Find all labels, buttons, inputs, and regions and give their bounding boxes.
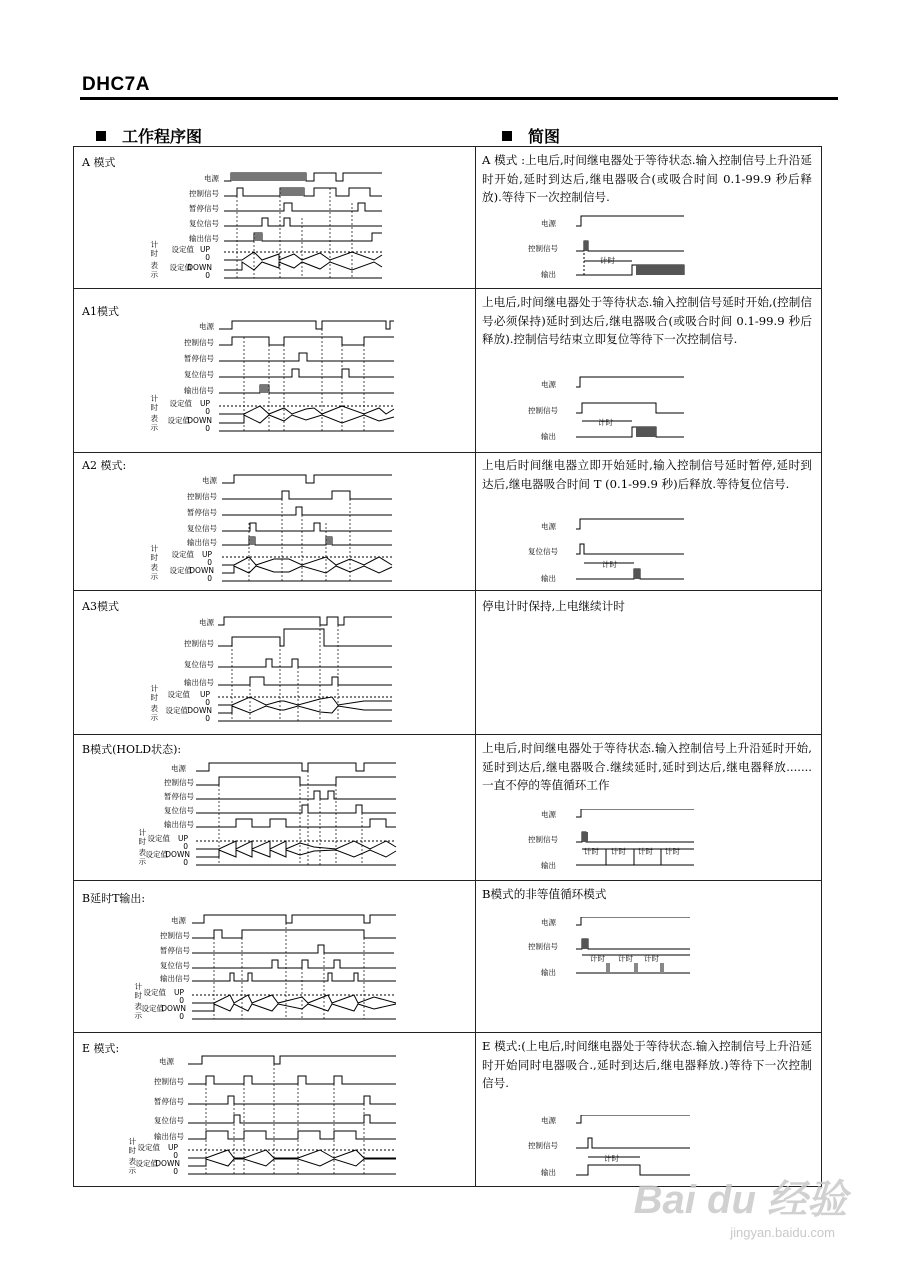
- label-up: UP: [177, 834, 188, 843]
- label-control: 控制信号: [187, 492, 217, 501]
- diagram-labels: [151, 321, 215, 433]
- mode-desc-a: A 模式 :上电后,时间继电器处于等待状态.输入控制信号上升沿延时开始,延时到达后,继电器吸合(或吸合时间 0.1-99.9 秒后释放).等待下一次控制信号.: [482, 153, 812, 204]
- label-setval-up: 设定值: [171, 245, 194, 254]
- mini-label-power: 电源: [541, 1116, 556, 1125]
- mini-label-output: 输出: [541, 432, 556, 441]
- label-power: 电源: [199, 618, 214, 627]
- title-rule: [80, 97, 838, 100]
- signal-traces: [222, 475, 392, 581]
- label-setval-down: 设定值: [135, 1159, 158, 1168]
- label-output: 输出信号: [187, 538, 217, 547]
- mini-traces: [576, 377, 684, 437]
- mode-label-a3: A3模式: [82, 600, 119, 613]
- label-timing-b: 时: [128, 1146, 136, 1155]
- label-reset: 复位信号: [160, 961, 190, 970]
- label-power: 电源: [171, 916, 186, 925]
- label-display-b: 示: [150, 572, 158, 581]
- label-timing-a: 计: [134, 982, 142, 991]
- mini-diagram-a: [524, 213, 694, 285]
- guide-lines: [214, 915, 364, 1019]
- label-setval-up: 设定值: [169, 399, 192, 408]
- mini-traces: [576, 1115, 690, 1175]
- timing-diagram-a2: [74, 469, 474, 587]
- label-reset: 复位信号: [189, 219, 219, 228]
- label-up: UP: [199, 690, 210, 699]
- mini-label-timer: 计时: [604, 1154, 619, 1163]
- label-zero: 0: [205, 407, 210, 416]
- label-display-a: 表: [138, 848, 146, 857]
- label-down: DOWN: [187, 416, 212, 425]
- mini-diagram-a1: [524, 375, 694, 445]
- mini-label-timer: 计时: [600, 256, 615, 265]
- label-reset: 复位信号: [164, 806, 194, 815]
- active-blocks: [231, 173, 306, 241]
- mini-label-timer-3: 计时: [638, 847, 653, 856]
- timing-diagram-b: [74, 755, 474, 877]
- label-setval-down: 设定值: [167, 416, 190, 425]
- label-setval-down: 设定值: [169, 263, 192, 272]
- label-timing-a: 计: [150, 684, 158, 693]
- signal-traces: [192, 915, 396, 1019]
- mini-labels: [528, 379, 613, 441]
- mini-traces: [576, 809, 694, 865]
- label-output: 输出信号: [164, 820, 194, 829]
- label-zero: 0: [183, 858, 188, 867]
- mode-label-e: E 模式:: [82, 1042, 120, 1055]
- mini-label-reset: 复位信号: [528, 547, 558, 556]
- label-reset: 复位信号: [154, 1116, 184, 1125]
- right-column-heading-text: 简图: [528, 127, 561, 146]
- label-zero: 0: [207, 558, 212, 567]
- label-reset: 复位信号: [184, 660, 214, 669]
- label-display-a: 表: [150, 261, 158, 270]
- label-down: DOWN: [189, 566, 214, 575]
- mini-label-output: 输出: [541, 968, 556, 977]
- row-divider: [74, 288, 821, 289]
- mini-control-pulse: [582, 939, 588, 949]
- diagram-labels: [135, 915, 191, 1021]
- label-zero: 0: [179, 1012, 184, 1021]
- mode-desc-a3: 停电计时保持,上电继续计时: [482, 599, 625, 613]
- column-divider: [475, 147, 476, 1186]
- diagram-labels: [129, 1056, 185, 1176]
- label-timing-a: 计: [150, 240, 158, 249]
- signal-traces: [188, 1056, 396, 1174]
- mini-label-output: 输出: [541, 574, 556, 583]
- square-bullet-icon: [96, 131, 106, 141]
- label-setval-up: 设定值: [171, 550, 194, 559]
- mini-labels: [528, 917, 659, 977]
- label-display-b: 示: [138, 857, 146, 866]
- mini-label-control: 控制信号: [528, 406, 558, 415]
- label-up: UP: [201, 550, 212, 559]
- label-power: 电源: [171, 764, 186, 773]
- label-zero: 0: [205, 271, 210, 280]
- label-up: UP: [167, 1143, 178, 1152]
- label-control: 控制信号: [160, 931, 190, 940]
- mini-control-pulse: [582, 832, 588, 842]
- label-output: 输出信号: [189, 234, 219, 243]
- label-control: 控制信号: [154, 1077, 184, 1086]
- mini-diagram-b: [524, 809, 724, 875]
- signal-traces: [218, 617, 392, 721]
- output-block: [260, 385, 269, 393]
- mini-label-output: 输出: [541, 861, 556, 870]
- label-reset: 复位信号: [187, 524, 217, 533]
- label-setval-down: 设定值: [141, 1004, 164, 1013]
- mini-control-pulse: [584, 241, 588, 251]
- label-display-a: 表: [128, 1157, 136, 1166]
- label-power: 电源: [204, 174, 219, 183]
- label-control: 控制信号: [189, 189, 219, 198]
- mini-label-timer-2: 计时: [618, 954, 633, 963]
- label-pause: 暂停信号: [189, 204, 219, 213]
- label-timing-a: 计: [138, 828, 146, 837]
- timing-diagram-a: [74, 159, 474, 287]
- label-up: UP: [199, 399, 210, 408]
- label-down: DOWN: [165, 850, 190, 859]
- row-divider: [74, 452, 821, 453]
- mini-labels: [528, 809, 680, 870]
- label-timing-b: 时: [150, 249, 158, 258]
- label-setval-up: 设定值: [137, 1143, 160, 1152]
- label-display-b: 示: [150, 713, 158, 722]
- row-divider: [74, 1032, 821, 1033]
- label-control: 控制信号: [164, 778, 194, 787]
- label-setval-down: 设定值: [169, 566, 192, 575]
- signal-traces: [196, 763, 396, 865]
- mini-output-block: [634, 569, 640, 579]
- label-output: 输出信号: [154, 1132, 184, 1141]
- timing-diagram-a3: [74, 609, 474, 727]
- mini-traces: [576, 519, 684, 579]
- mini-labels: [528, 1115, 619, 1177]
- label-setval-up: 设定值: [167, 690, 190, 699]
- mode-desc-e: E 模式:(上电后,时间继电器处于等待状态.输入控制信号上升沿延时开始同时电器吸合.,延时到达后,继电器释放.)等待下一次控制信号.: [482, 1039, 812, 1090]
- label-display-a: 表: [150, 704, 158, 713]
- mini-output-block: [636, 265, 684, 275]
- mini-labels: [528, 521, 617, 583]
- mini-traces: [576, 917, 690, 973]
- label-reset: 复位信号: [184, 370, 214, 379]
- mini-label-power: 电源: [541, 918, 556, 927]
- label-zero: 0: [207, 574, 212, 583]
- label-display-a: 表: [150, 414, 158, 423]
- mini-label-power: 电源: [541, 522, 556, 531]
- label-timing-a: 计: [150, 394, 158, 403]
- label-down: DOWN: [155, 1159, 180, 1168]
- label-setval-down: 设定值: [145, 850, 168, 859]
- label-display-a: 表: [150, 563, 158, 572]
- mini-diagram-a2: [524, 517, 694, 587]
- label-zero: 0: [205, 253, 210, 262]
- label-display-b: 示: [150, 423, 158, 432]
- guide-lines: [232, 617, 338, 721]
- mode-desc-b: 上电后,时间继电器处于等待状态.输入控制信号上升沿延时开始,延时到达后,继电器吸合.继续延时,延时到达后,继电器释放....... 一直不停的等值循环工作: [482, 741, 812, 792]
- label-zero: 0: [205, 698, 210, 707]
- label-timing-b: 时: [134, 991, 142, 1000]
- square-bullet-icon: [502, 131, 512, 141]
- timing-diagram-e: [74, 1052, 474, 1184]
- label-zero: 0: [179, 996, 184, 1005]
- mini-diagram-b-delay: [524, 917, 724, 983]
- mini-label-timer-4: 计时: [665, 847, 680, 856]
- label-control: 控制信号: [184, 338, 214, 347]
- label-down: DOWN: [161, 1004, 186, 1013]
- baidu-watermark-logo: Bai du 经验: [633, 1178, 847, 1222]
- label-zero: 0: [173, 1151, 178, 1160]
- mini-output-block: [636, 427, 656, 437]
- timing-diagram-b-delay: [74, 907, 474, 1029]
- mini-output-blocks: [606, 963, 664, 973]
- label-display-a: 表: [134, 1002, 142, 1011]
- mode-label-a2: A2 模式:: [82, 459, 127, 472]
- mini-label-output: 输出: [541, 270, 556, 279]
- label-display-b: 示: [128, 1166, 136, 1175]
- row-divider: [74, 590, 821, 591]
- label-pause: 暂停信号: [154, 1097, 184, 1106]
- label-control: 控制信号: [184, 639, 214, 648]
- mode-label-a1: A1模式: [82, 305, 119, 318]
- label-up: UP: [199, 245, 210, 254]
- mode-table: [73, 146, 822, 1187]
- label-pause: 暂停信号: [160, 946, 190, 955]
- mode-label-b-delay: B延时T输出:: [82, 892, 146, 905]
- label-down: DOWN: [187, 706, 212, 715]
- label-output: 输出信号: [184, 386, 214, 395]
- mini-label-timer-1: 计时: [584, 847, 599, 856]
- signal-traces: [219, 321, 394, 431]
- mini-label-power: 电源: [541, 810, 556, 819]
- diagram-labels: [151, 617, 215, 723]
- diagram-labels: [139, 763, 195, 867]
- mini-label-control: 控制信号: [528, 1141, 558, 1150]
- label-timing-a: 计: [150, 544, 158, 553]
- label-timing-b: 时: [150, 693, 158, 702]
- label-power: 电源: [159, 1057, 174, 1066]
- label-setval-down: 设定值: [165, 706, 188, 715]
- mode-label-b: B模式(HOLD状态):: [82, 743, 182, 756]
- label-timing-a: 计: [128, 1137, 136, 1146]
- left-column-heading-text: 工作程序图: [122, 127, 203, 146]
- mini-label-timer: 计时: [602, 560, 617, 569]
- mode-desc-a1: 上电后,时间继电器处于等待状态.输入控制信号延时开始,(控制信号必须保持)延时到达后,继电器吸合(或吸合时间 0.1-99.9 秒后释放).控制信号结束立即复位等待下一次控制信号.: [482, 295, 812, 346]
- label-zero: 0: [173, 1167, 178, 1176]
- guide-lines: [206, 1056, 364, 1174]
- mini-label-control: 控制信号: [528, 244, 558, 253]
- diagram-labels: [151, 173, 220, 280]
- label-output: 输出信号: [184, 678, 214, 687]
- row-divider: [74, 734, 821, 735]
- label-pause: 暂停信号: [184, 354, 214, 363]
- mode-desc-a2: 上电后时间继电器立即开始延时,输入控制信号延时暂停,延时到达后,继电器吸合时间 T (0.1-99.9 秒)后释放.等待复位信号.: [482, 458, 812, 491]
- diagram-labels: [151, 475, 218, 583]
- mini-label-control: 控制信号: [528, 835, 558, 844]
- label-up: UP: [173, 988, 184, 997]
- mini-label-timer-1: 计时: [590, 954, 605, 963]
- label-setval-up: 设定值: [143, 988, 166, 997]
- mode-label-a: A 模式: [82, 156, 116, 169]
- document-title: DHC7A: [82, 74, 150, 95]
- mini-label-timer-3: 计时: [644, 954, 659, 963]
- label-display-b: 示: [134, 1011, 142, 1020]
- label-down: DOWN: [187, 263, 212, 272]
- label-zero: 0: [205, 714, 210, 723]
- baidu-watermark-url: jingyan.baidu.com: [730, 1225, 835, 1240]
- label-zero: 0: [183, 842, 188, 851]
- mini-label-timer-2: 计时: [611, 847, 626, 856]
- label-pause: 暂停信号: [164, 792, 194, 801]
- mode-desc-b-delay: B模式的非等值循环模式: [482, 887, 607, 901]
- mini-label-power: 电源: [541, 219, 556, 228]
- label-timing-b: 时: [150, 403, 158, 412]
- mini-label-timer: 计时: [598, 418, 613, 427]
- label-power: 电源: [199, 322, 214, 331]
- mini-labels: [528, 218, 615, 279]
- label-power: 电源: [202, 476, 217, 485]
- guide-lines: [237, 188, 352, 278]
- label-timing-b: 时: [138, 837, 146, 846]
- label-display-b: 示: [150, 270, 158, 279]
- label-output: 输出信号: [160, 974, 190, 983]
- timing-diagram-a1: [74, 309, 474, 441]
- label-pause: 暂停信号: [187, 508, 217, 517]
- left-column-heading: [96, 124, 202, 147]
- output-blocks: [249, 537, 332, 545]
- mini-label-power: 电源: [541, 380, 556, 389]
- mini-label-output: 输出: [541, 1168, 556, 1177]
- mini-label-control: 控制信号: [528, 942, 558, 951]
- right-column-heading: [502, 124, 560, 147]
- row-divider: [74, 880, 821, 881]
- guide-lines: [219, 763, 362, 865]
- label-timing-b: 时: [150, 553, 158, 562]
- label-zero: 0: [205, 424, 210, 433]
- label-setval-up: 设定值: [147, 834, 170, 843]
